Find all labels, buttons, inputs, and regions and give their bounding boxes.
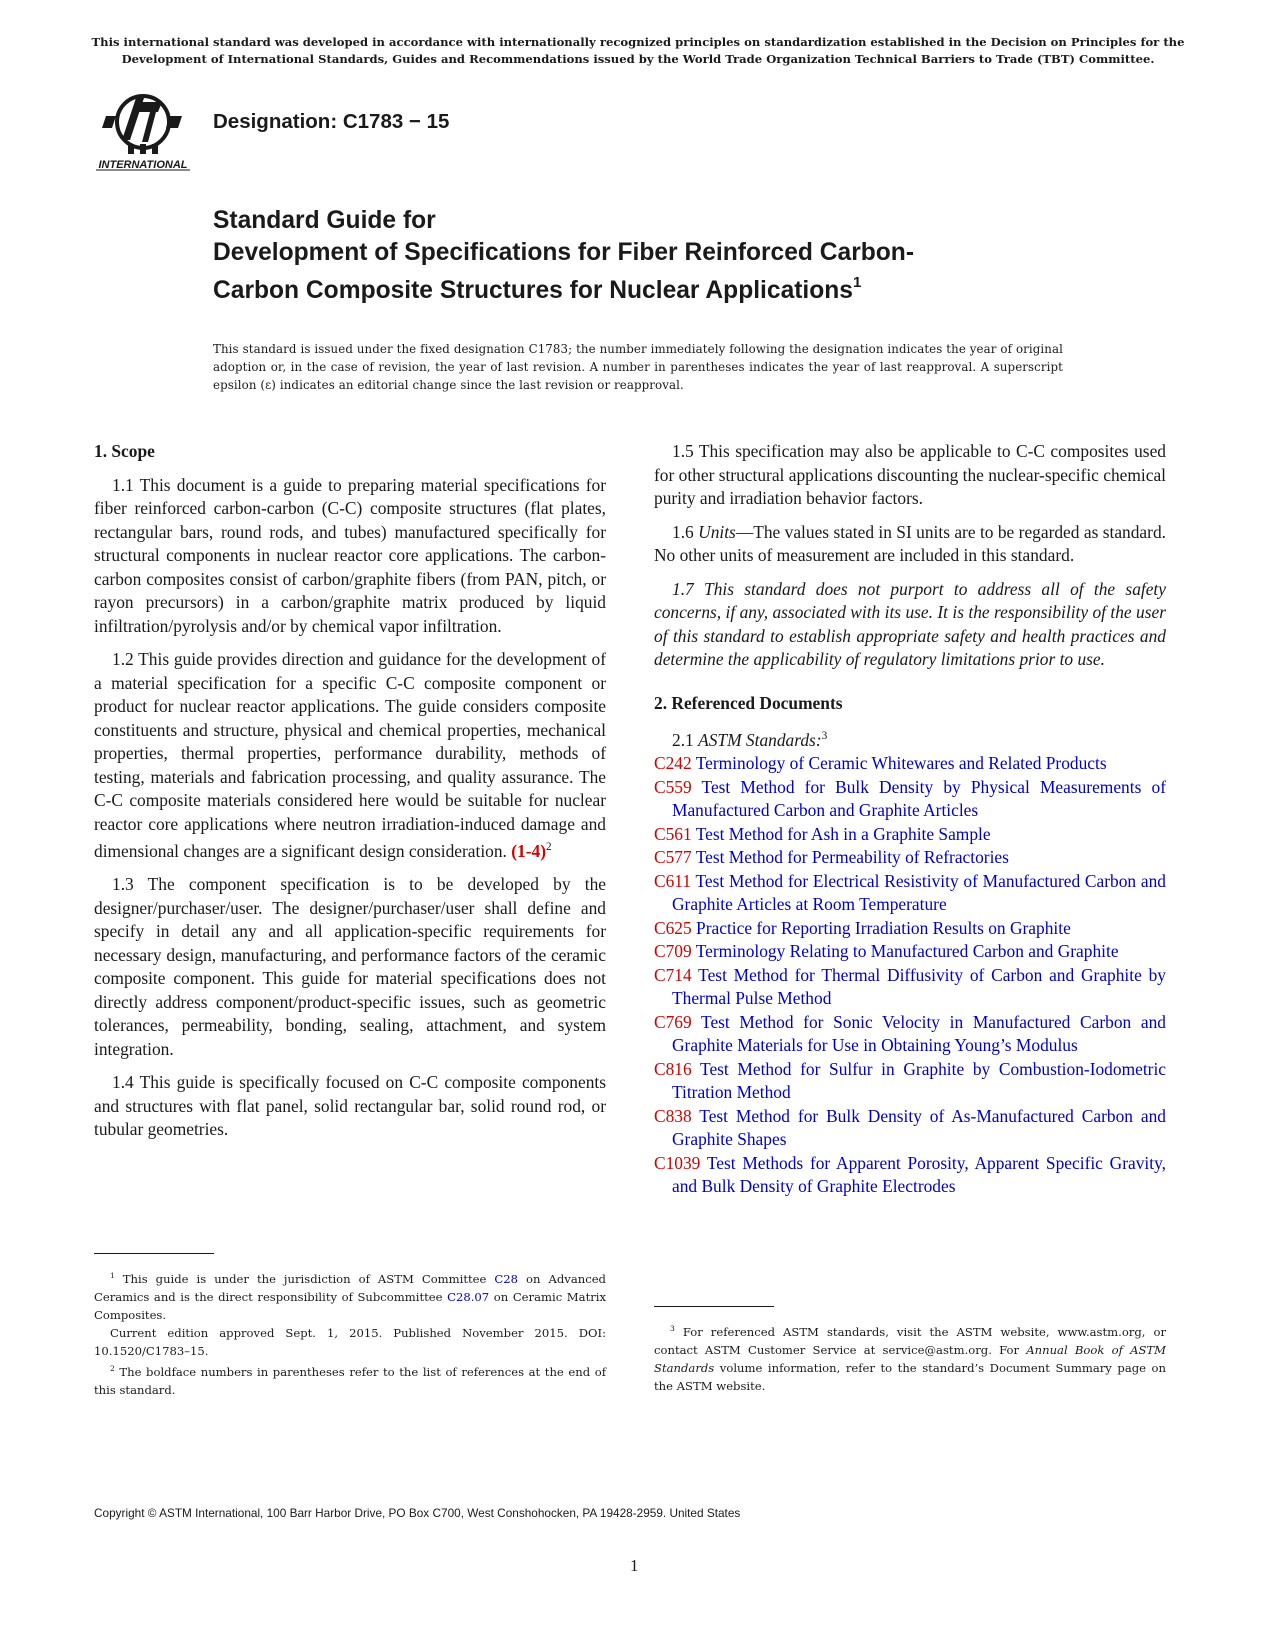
footnote-rule-left [94, 1253, 214, 1254]
standard-code-link[interactable]: C838 [654, 1105, 692, 1126]
standard-code-link[interactable]: C714 [654, 964, 692, 985]
astm-logo [92, 92, 194, 174]
referenced-standard-item [654, 1152, 1166, 1199]
para-1-3: 1.3 The component specification is to be developed by the designer/purchaser/user. The designer/purchaser/user shall define and specify in detail any and all application-specific requirements for necessary design, manufacturing, and performance factors of the ceramic composite component. This guide for material specifications does not directly address component/product-specific issues, such as geometric tolerances, permeability, bonding, sealing, attachment, and system integration. [94, 874, 606, 1059]
footnotes-right [654, 1320, 1166, 1395]
para-2-1: 2.1 ASTM Standards:$^3$ [672, 729, 828, 750]
committee-link[interactable]: C28 [494, 1271, 519, 1286]
standard-code-link[interactable]: C242 [654, 753, 692, 774]
footnotes-left [94, 1267, 606, 1399]
document-title [213, 205, 914, 307]
standard-code-link[interactable]: C559 [654, 776, 692, 797]
footnote-2: $^2$ The boldface numbers in parentheses refer to the list of references at the end of this standard. [94, 1363, 606, 1397]
footnote-1-edition: Current edition approved Sept. 1, 2015. Published November 2015. DOI: 10.1520/C1783–15. [94, 1325, 606, 1358]
wto-notice: This international standard was developed in accordance with internationally recognized principles on standardization established in the Decision on Principles for the Development of International Standards, Guides and Recommendations issued by the World Trade Organization Technical Barriers to Trade (TBT) Committee. [91, 35, 1185, 66]
standard-title-link[interactable]: Test Method for Thermal Diffusivity of Carbon and Graphite by Thermal Pulse Method [672, 964, 1166, 1009]
standard-title-link[interactable]: Test Method for Sulfur in Graphite by Combustion-Iodometric Titration Method [672, 1058, 1166, 1103]
standard-code-link[interactable]: C769 [654, 1011, 692, 1032]
referenced-standard-item [654, 823, 1166, 847]
standard-code-link[interactable]: C577 [654, 847, 692, 868]
page-number: 1 [630, 1556, 639, 1575]
referenced-standard-item [654, 870, 1166, 917]
referenced-standard-item [654, 964, 1166, 1011]
para-1-2: 1.2 This guide provides direction and guidance for the development of a material specification for a specific C-C composite component or product for nuclear reactor applications. The guide considers composite constituents and structure, physical and chemical properties, mechanical properties, thermal properties, performance durability, methods of testing, materials and fabrication processing, and quality assurance. The C-C composite materials considered here would be suitable for nuclear reactor core applications where neutron irradiation-induced damage and dimensional changes are a significant design consideration. $(1-4)^2$ [94, 649, 606, 861]
right-column [654, 440, 1166, 1199]
standard-code-link[interactable]: C1039 [654, 1152, 701, 1173]
referenced-standard-item [654, 776, 1166, 823]
referenced-standards-list [654, 752, 1166, 1199]
referenced-standard-item [654, 1011, 1166, 1058]
footnote-rule-right [654, 1306, 774, 1307]
referenced-standard-item [654, 940, 1166, 964]
referenced-standard-item [654, 752, 1166, 776]
standard-title-link[interactable]: Terminology Relating to Manufactured Carbon and Graphite [695, 941, 1119, 962]
title-footnote-mark: 1 [853, 274, 862, 291]
standard-code-link[interactable]: C625 [654, 917, 692, 938]
referenced-documents-heading: 2. Referenced Documents [654, 692, 843, 713]
standard-code-link[interactable]: C709 [654, 941, 692, 962]
standard-title-link[interactable]: Test Method for Sonic Velocity in Manufactured Carbon and Graphite Materials for Use in Obtaining Young’s Modulus [672, 1011, 1166, 1056]
copyright: Copyright © ASTM International, 100 Barr Harbor Drive, PO Box C700, West Conshohocken, PA 19428-2959. United States [94, 1506, 741, 1520]
standard-title-link[interactable]: Test Method for Bulk Density by Physical Measurements of Manufactured Carbon and Graphite Articles [672, 776, 1166, 821]
para-1-4: 1.4 This guide is specifically focused on C-C composite components and structures with flat panel, solid rectangular bar, solid round rod, or tubular geometries. [94, 1072, 606, 1140]
referenced-standard-item [654, 846, 1166, 870]
title-line-2: Development of Specifications for Fiber Reinforced Carbon- [213, 239, 915, 266]
referenced-standard-item [654, 1058, 1166, 1105]
standard-title-link[interactable]: Test Method for Permeability of Refractories [695, 847, 1009, 868]
footnote-mark-2: 2 [546, 841, 552, 853]
reference-link[interactable]: (1-4) [511, 840, 547, 861]
footnote-mark-3: 3 [821, 730, 828, 742]
standard-code-link[interactable]: C561 [654, 823, 692, 844]
subcommittee-link[interactable]: C28.07 [447, 1289, 490, 1304]
standard-title-link[interactable]: Terminology of Ceramic Whitewares and Related Products [695, 753, 1107, 774]
issued-note: This standard is issued under the fixed designation C1783; the number immediately following the designation indicates the year of original adoption or, in the case of revision, the year of last revision. A number in parentheses indicates the year of last reapproval. A superscript epsilon (ε) indicates an editorial change since the last revision or reapproval. [213, 342, 1063, 392]
title-line-3: Carbon Composite Structures for Nuclear Applications$^1$ [213, 274, 862, 305]
scope-heading: 1. Scope [94, 441, 155, 461]
left-column [94, 440, 606, 1152]
logo-text: INTERNATIONAL [98, 159, 188, 171]
standard-title-link[interactable]: Test Method for Electrical Resistivity of Manufactured Carbon and Graphite Articles at Room Temperature [672, 870, 1166, 915]
standard-title-link[interactable]: Practice for Reporting Irradiation Results on Graphite [696, 917, 1071, 938]
standard-title-link[interactable]: Test Method for Bulk Density of As-Manufactured Carbon and Graphite Shapes [672, 1105, 1166, 1150]
standard-title-link[interactable]: Test Methods for Apparent Porosity, Apparent Specific Gravity, and Bulk Density of Graphite Electrodes [672, 1152, 1166, 1197]
referenced-standard-item [654, 917, 1166, 941]
title-line-1: Standard Guide for [213, 207, 436, 234]
designation: Designation: C1783 − 15 [213, 110, 450, 133]
referenced-standard-item [654, 1105, 1166, 1152]
para-1-5: 1.5 This specification may also be applicable to C-C composites used for other structural applications discounting the nuclear-specific chemical purity and irradiation behavior factors. [654, 441, 1166, 508]
footnote-1: $^1$ This guide is under the jurisdiction of ASTM Committee C28 on Advanced Ceramics and is the direct responsibility of Subcommittee C28.07 on Ceramic Matrix Composites. [94, 1271, 607, 1322]
footnote-3: $^3$ For referenced ASTM standards, visit the ASTM website, www.astm.org, or contact ASTM Customer Service at service@astm.org. For Annual Book of ASTM Standards volume information, refer to the standard’s Document Summary page on the ASTM website. [654, 1324, 1167, 1393]
para-1-7: 1.7 This standard does not purport to address all of the safety concerns, if any, associated with its use. It is the responsibility of the user of this standard to establish appropriate safety and health practices and determine the applicability of regulatory limitations prior to use. [654, 578, 1166, 669]
standard-code-link[interactable]: C611 [654, 870, 692, 891]
para-1-1: 1.1 This document is a guide to preparing material specifications for fiber reinforced carbon-carbon (C-C) composite structures (flat plates, rectangular bars, round rods, and tubes) manufactured specifically for structural components in nuclear reactor core applications. The carbon-carbon composites consist of carbon/graphite fibers (from PAN, pitch, or rayon precursors) in a carbon/graphite matrix produced by liquid infiltration/pyrolysis and/or by chemical vapor infiltration. [94, 474, 606, 636]
standard-code-link[interactable]: C816 [654, 1058, 692, 1079]
standard-title-link[interactable]: Test Method for Ash in a Graphite Sample [695, 823, 991, 844]
para-1-6: 1.6 Units—The values stated in SI units are to be regarded as standard. No other units of measurement are included in this standard. [654, 521, 1166, 565]
